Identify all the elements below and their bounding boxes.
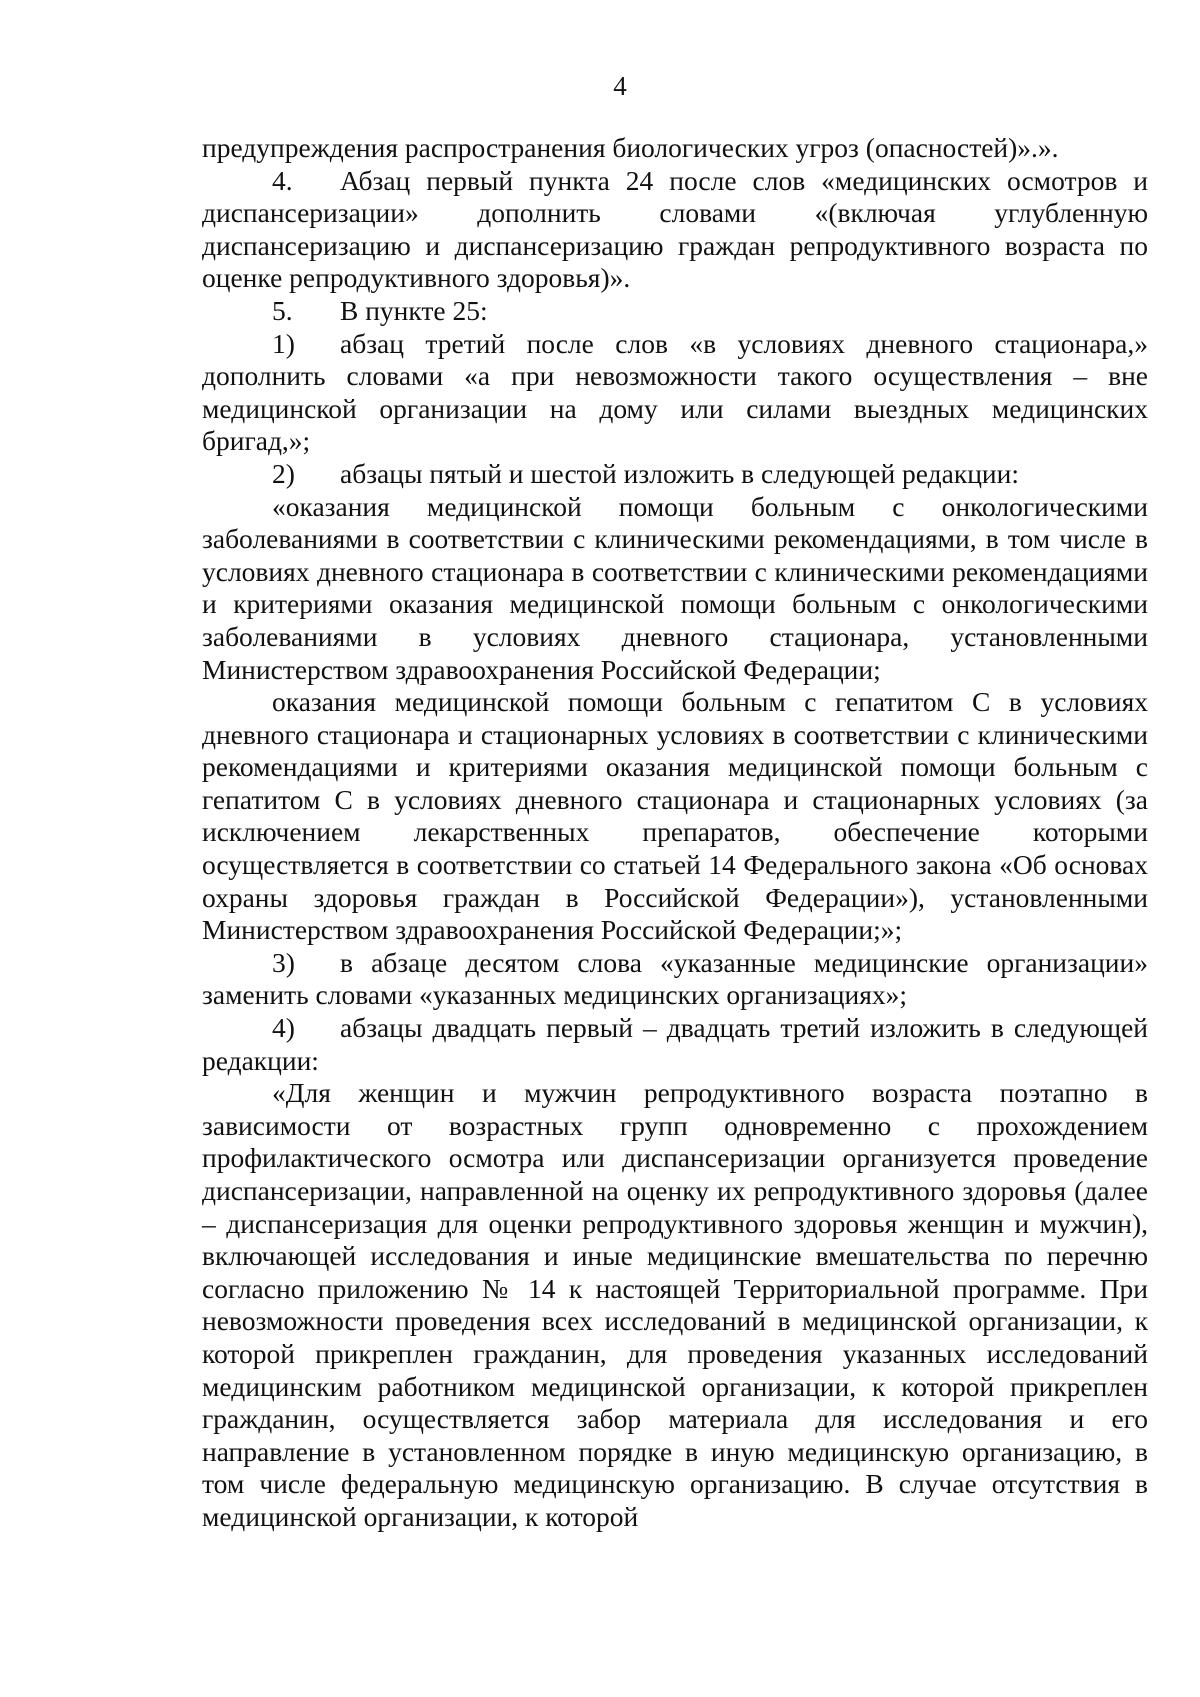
paragraph-quote-hepatitis xyxy=(202,686,1148,947)
page-number: 4 xyxy=(613,71,627,101)
document-body xyxy=(202,132,1148,1534)
paragraph-subitem-4 xyxy=(202,1012,1148,1077)
paragraph-item-5 xyxy=(202,295,1148,328)
paragraph-text: абзацы пятый и шестой изложить в следующей редакции: xyxy=(340,457,1020,489)
paragraph-text: абзац третий после слов «в условиях дневного стационара,» дополнить словами «а при невозможности такого осуществления – вне медицинской организации на дому или силами выездных медицинских бригад,»; xyxy=(202,327,1148,457)
paragraph-continuation xyxy=(202,132,1148,165)
paragraph-quote-oncology xyxy=(202,491,1148,687)
paragraph-text: оказания медицинской помощи больным с гепатитом С в условиях дневного стационара и стационарных условиях в соответствии с клиническими рекомендациями и критериями оказания медицинской помощи больным с гепатитом С в условиях дневного стационара и стационарных условиях (за исключением лекарственных препаратов, обеспечение которыми осуществляется в соответствии со статьей 14 Федерального закона «Об основах охраны здоровья граждан в Российской Федерации»), установленными Министерством здравоохранения Российской Федерации;»; xyxy=(202,686,1148,946)
paragraph-quote-reproductive xyxy=(202,1077,1148,1533)
item-marker: 2) xyxy=(272,457,295,489)
paragraph-text: предупреждения распространения биологических угроз (опасностей)».». xyxy=(202,132,1059,163)
paragraph-text: Абзац первый пункта 24 после слов «медицинских осмотров и диспансеризации» дополнить словами «(включая углубленную диспансеризацию и диспансеризацию граждан репродуктивного возраста по оценке репродуктивного здоровья)». xyxy=(202,164,1148,294)
paragraph-text: В пункте 25: xyxy=(340,294,488,326)
item-marker: 3) xyxy=(272,946,295,978)
paragraph-subitem-3 xyxy=(202,947,1148,1012)
paragraph-item-4 xyxy=(202,165,1148,295)
paragraph-subitem-2 xyxy=(202,458,1148,491)
item-marker: 1) xyxy=(272,327,295,359)
item-marker: 4. xyxy=(272,164,293,196)
paragraph-text: абзацы двадцать первый – двадцать третий изложить в следующей редакции: xyxy=(202,1012,1148,1076)
item-marker: 4) xyxy=(272,1012,295,1044)
paragraph-text: «Для женщин и мужчин репродуктивного возраста поэтапно в зависимости от возрастных групп одновременно с прохождением профилактического осмотра или диспансеризации организуется проведение диспансеризации, направленной на оценку их репродуктивного здоровья (далее – диспансеризация для оценки репродуктивного здоровья женщин и мужчин), включающей исследования и иные медицинские вмешательства по перечню согласно приложению № 14 к настоящей Территориальной программе. При невозможности проведения всех исследований в медицинской организации, к которой прикреплен гражданин, для проведения указанных исследований медицинским работником медицинской организации, к которой прикреплен гражданин, осуществляется забор материала для исследования и его направление в установленном порядке в иную медицинскую организацию, в том числе федеральную медицинскую организацию. В случае отсутствия в медицинской организации, к которой xyxy=(202,1077,1148,1532)
paragraph-subitem-1 xyxy=(202,328,1148,458)
paragraph-text: в абзаце десятом слова «указанные медицинские организации» заменить словами «указанных медицинских организациях»; xyxy=(202,946,1148,1011)
paragraph-text: «оказания медицинской помощи больным с онкологическими заболеваниями в соответствии с клиническими рекомендациями, в том числе в условиях дневного стационара в соответствии с клиническими рекомендациями и критериями оказания медицинской помощи больным с онкологическими заболеваниями в условиях дневного стационара, установленными Министерством здравоохранения Российской Федерации; xyxy=(202,490,1148,685)
item-marker: 5. xyxy=(272,294,293,326)
